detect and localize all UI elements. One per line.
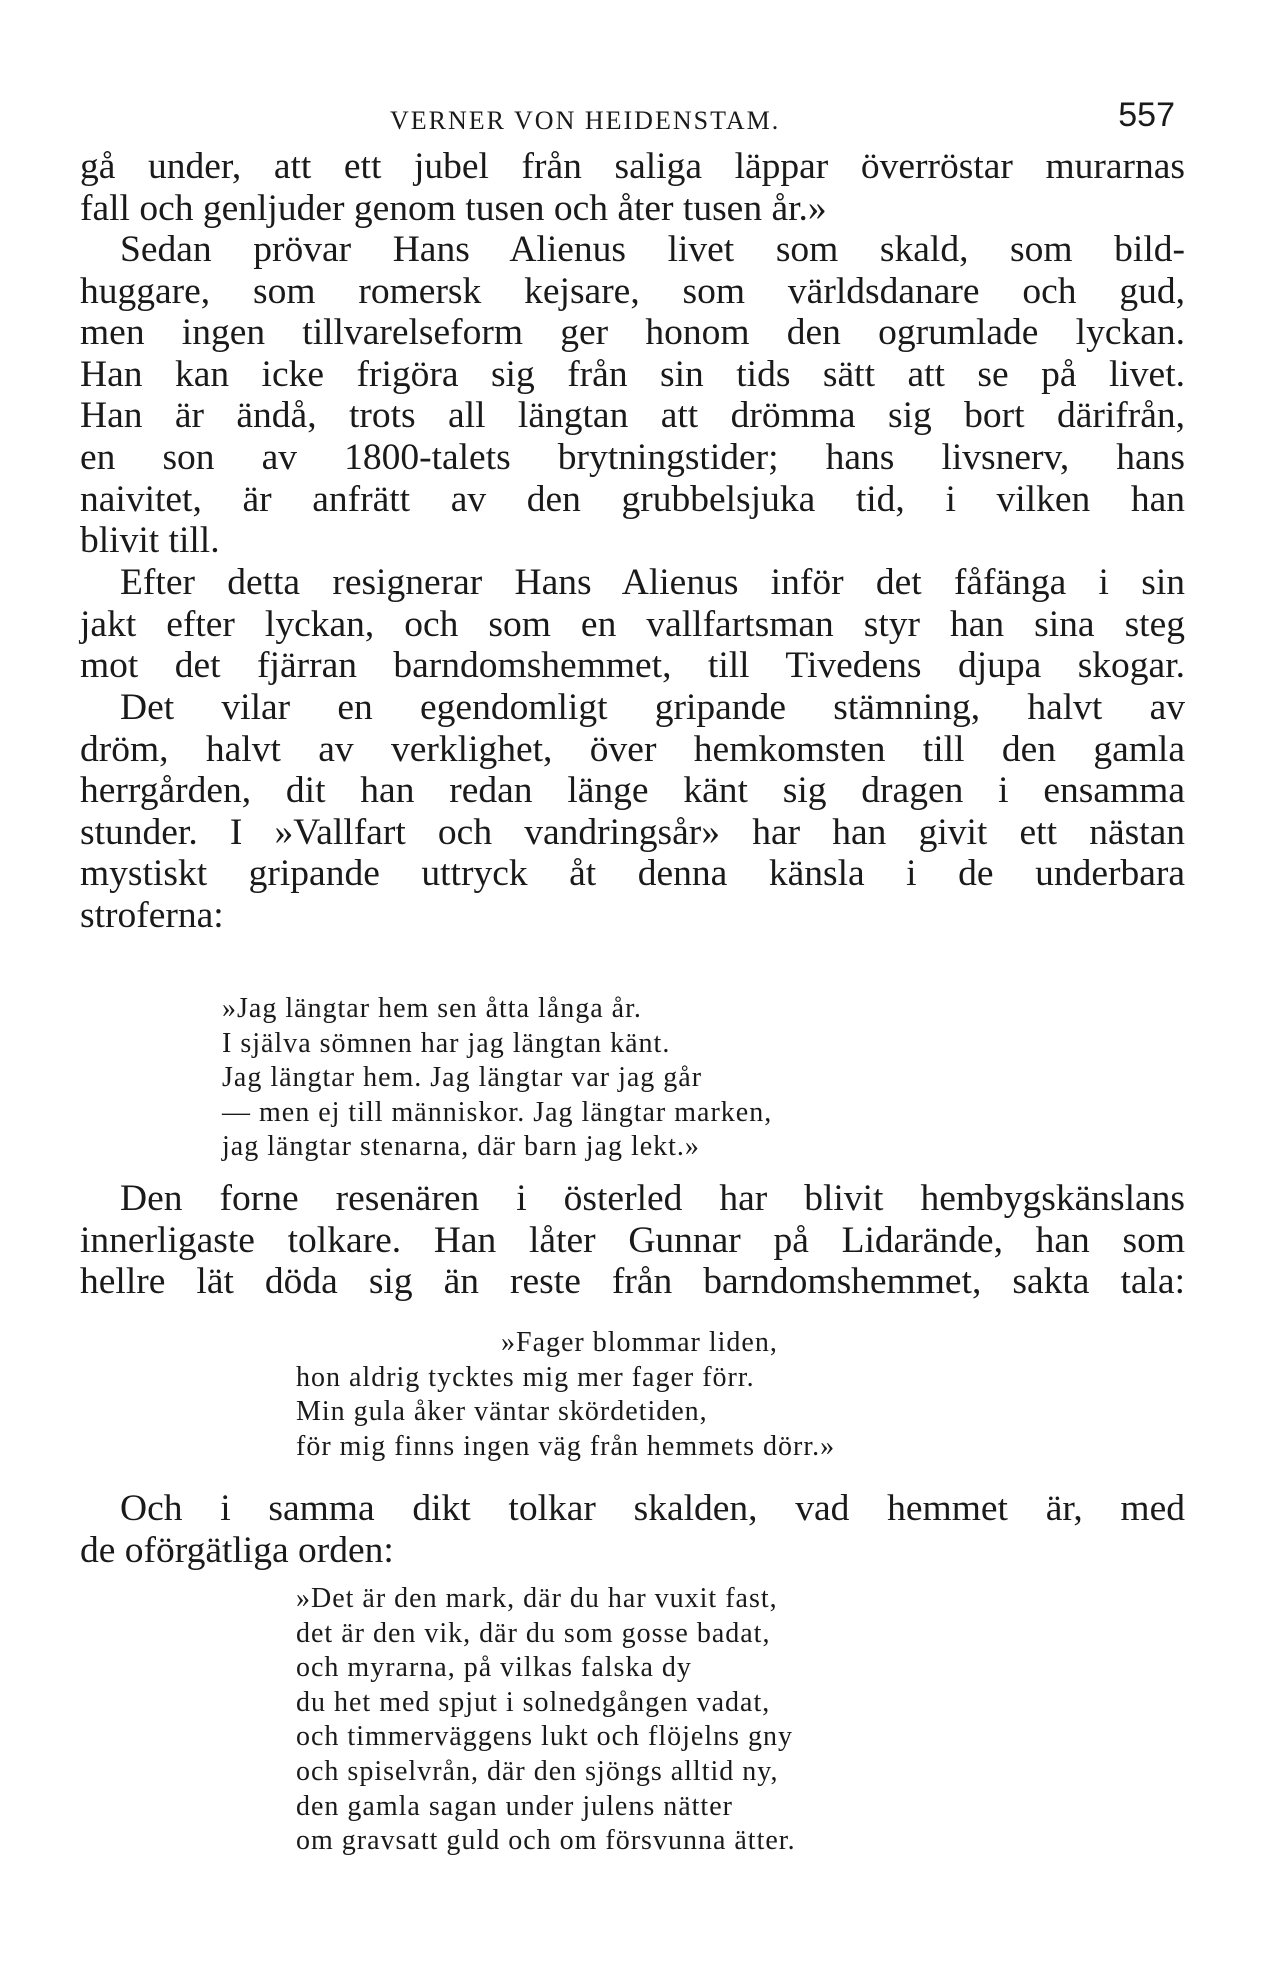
text-line: Han kan icke frigöra sig från sin tids sätt att se på livet. — [80, 353, 1185, 395]
text-line: huggare, som romersk kejsare, som världsdanare och gud, — [80, 270, 1185, 312]
verse-line: »Jag längtar hem sen åtta långa år. — [222, 993, 642, 1024]
verse-line: — men ej till människor. Jag längtar marken, — [222, 1096, 773, 1128]
text-line: herrgården, dit han redan länge känt sig dragen i ensamma — [80, 770, 1185, 812]
verse-line: hon aldrig tycktes mig mer fager förr. — [296, 1361, 755, 1393]
text-line: mot det fjärran barndomshemmet, till Tivedens djupa skogar. — [80, 645, 1185, 687]
paragraph-5 — [80, 1178, 1185, 1303]
verse-line: den gamla sagan under julens nätter — [296, 1790, 733, 1822]
paragraph-3 — [80, 562, 1185, 687]
text-line: Den forne resenären i österled har blivit hembygskänslans — [120, 1178, 1185, 1219]
text-line: dröm, halvt av verklighet, över hemkomsten till den gamla — [80, 728, 1185, 770]
text-line: jakt efter lyckan, och som en vallfartsman styr han sina steg — [80, 603, 1185, 645]
text-line: gå under, att ett jubel från saliga läppar överröstar murarnas — [80, 146, 1185, 187]
text-line: Det vilar en egendomligt gripande stämning, halvt av — [120, 687, 1185, 728]
poem-3 — [296, 1582, 796, 1859]
text-line: stunder. I »Vallfart och vandringsår» har han givit ett nästan — [80, 811, 1185, 853]
text-line: mystiskt gripande uttryck åt denna känsla i de underbara — [80, 853, 1185, 895]
verse-line: du het med spjut i solnedgången vadat, — [296, 1686, 771, 1718]
verse-line: jag längtar stenarna, där barn jag lekt.» — [222, 1131, 700, 1163]
page-number: 557 — [1118, 96, 1175, 134]
text-line: blivit till. — [80, 520, 220, 562]
text-line: Sedan prövar Hans Alienus livet som skald, som bild- — [120, 229, 1185, 270]
verse-line: I själva sömnen har jag längtan känt. — [222, 1027, 671, 1059]
paragraph-4 — [80, 687, 1185, 937]
verse-line: Jag längtar hem. Jag längtar var jag går — [222, 1062, 703, 1094]
verse-line: »Det är den mark, där du har vuxit fast, — [296, 1583, 778, 1614]
paragraph-6 — [80, 1488, 1185, 1571]
text-line: naivitet, är anfrätt av den grubbelsjuka tid, i vilken han — [80, 478, 1185, 520]
verse-line: för mig finns ingen väg från hemmets dörr.» — [296, 1430, 836, 1462]
poem-1 — [222, 992, 772, 1165]
verse-line: och spiselvrån, där den sjöngs alltid ny, — [296, 1755, 779, 1787]
page-header — [80, 96, 1185, 146]
running-title: VERNER VON HEIDENSTAM. — [390, 106, 781, 135]
text-line: Och i samma dikt tolkar skalden, vad hemmet är, med — [120, 1488, 1185, 1529]
verse-line: och timmerväggens lukt och flöjelns gny — [296, 1721, 794, 1753]
paragraph-1 — [80, 146, 1185, 229]
text-line: stroferna: — [80, 894, 224, 936]
verse-line: om gravsatt guld och om försvunna ätter. — [296, 1825, 796, 1857]
text-line: hellre lät döda sig än reste från barndomshemmet, sakta tala: — [80, 1261, 1185, 1303]
verse-line: Min gula åker väntar skördetiden, — [296, 1396, 708, 1428]
text-line: fall och genljuder genom tusen och åter tusen år.» — [80, 187, 827, 229]
verse-line: det är den vik, där du som gosse badat, — [296, 1617, 771, 1649]
text-line: en son av 1800-talets brytningstider; hans livsnerv, hans — [80, 436, 1185, 478]
verse-line: »Fager blommar liden, — [501, 1327, 778, 1358]
text-line: Han är ändå, trots all längtan att drömma sig bort därifrån, — [80, 395, 1185, 437]
poem-2 — [296, 1326, 835, 1464]
verse-line: och myrarna, på vilkas falska dy — [296, 1652, 692, 1684]
text-line: Efter detta resignerar Hans Alienus inför det fåfänga i sin — [120, 562, 1185, 603]
paragraph-2 — [80, 229, 1185, 562]
text-line: innerligaste tolkare. Han låter Gunnar på Lidarände, han som — [80, 1219, 1185, 1261]
text-line: men ingen tillvarelseform ger honom den ogrumlade lyckan. — [80, 312, 1185, 354]
text-line: de oförgätliga orden: — [80, 1529, 394, 1571]
